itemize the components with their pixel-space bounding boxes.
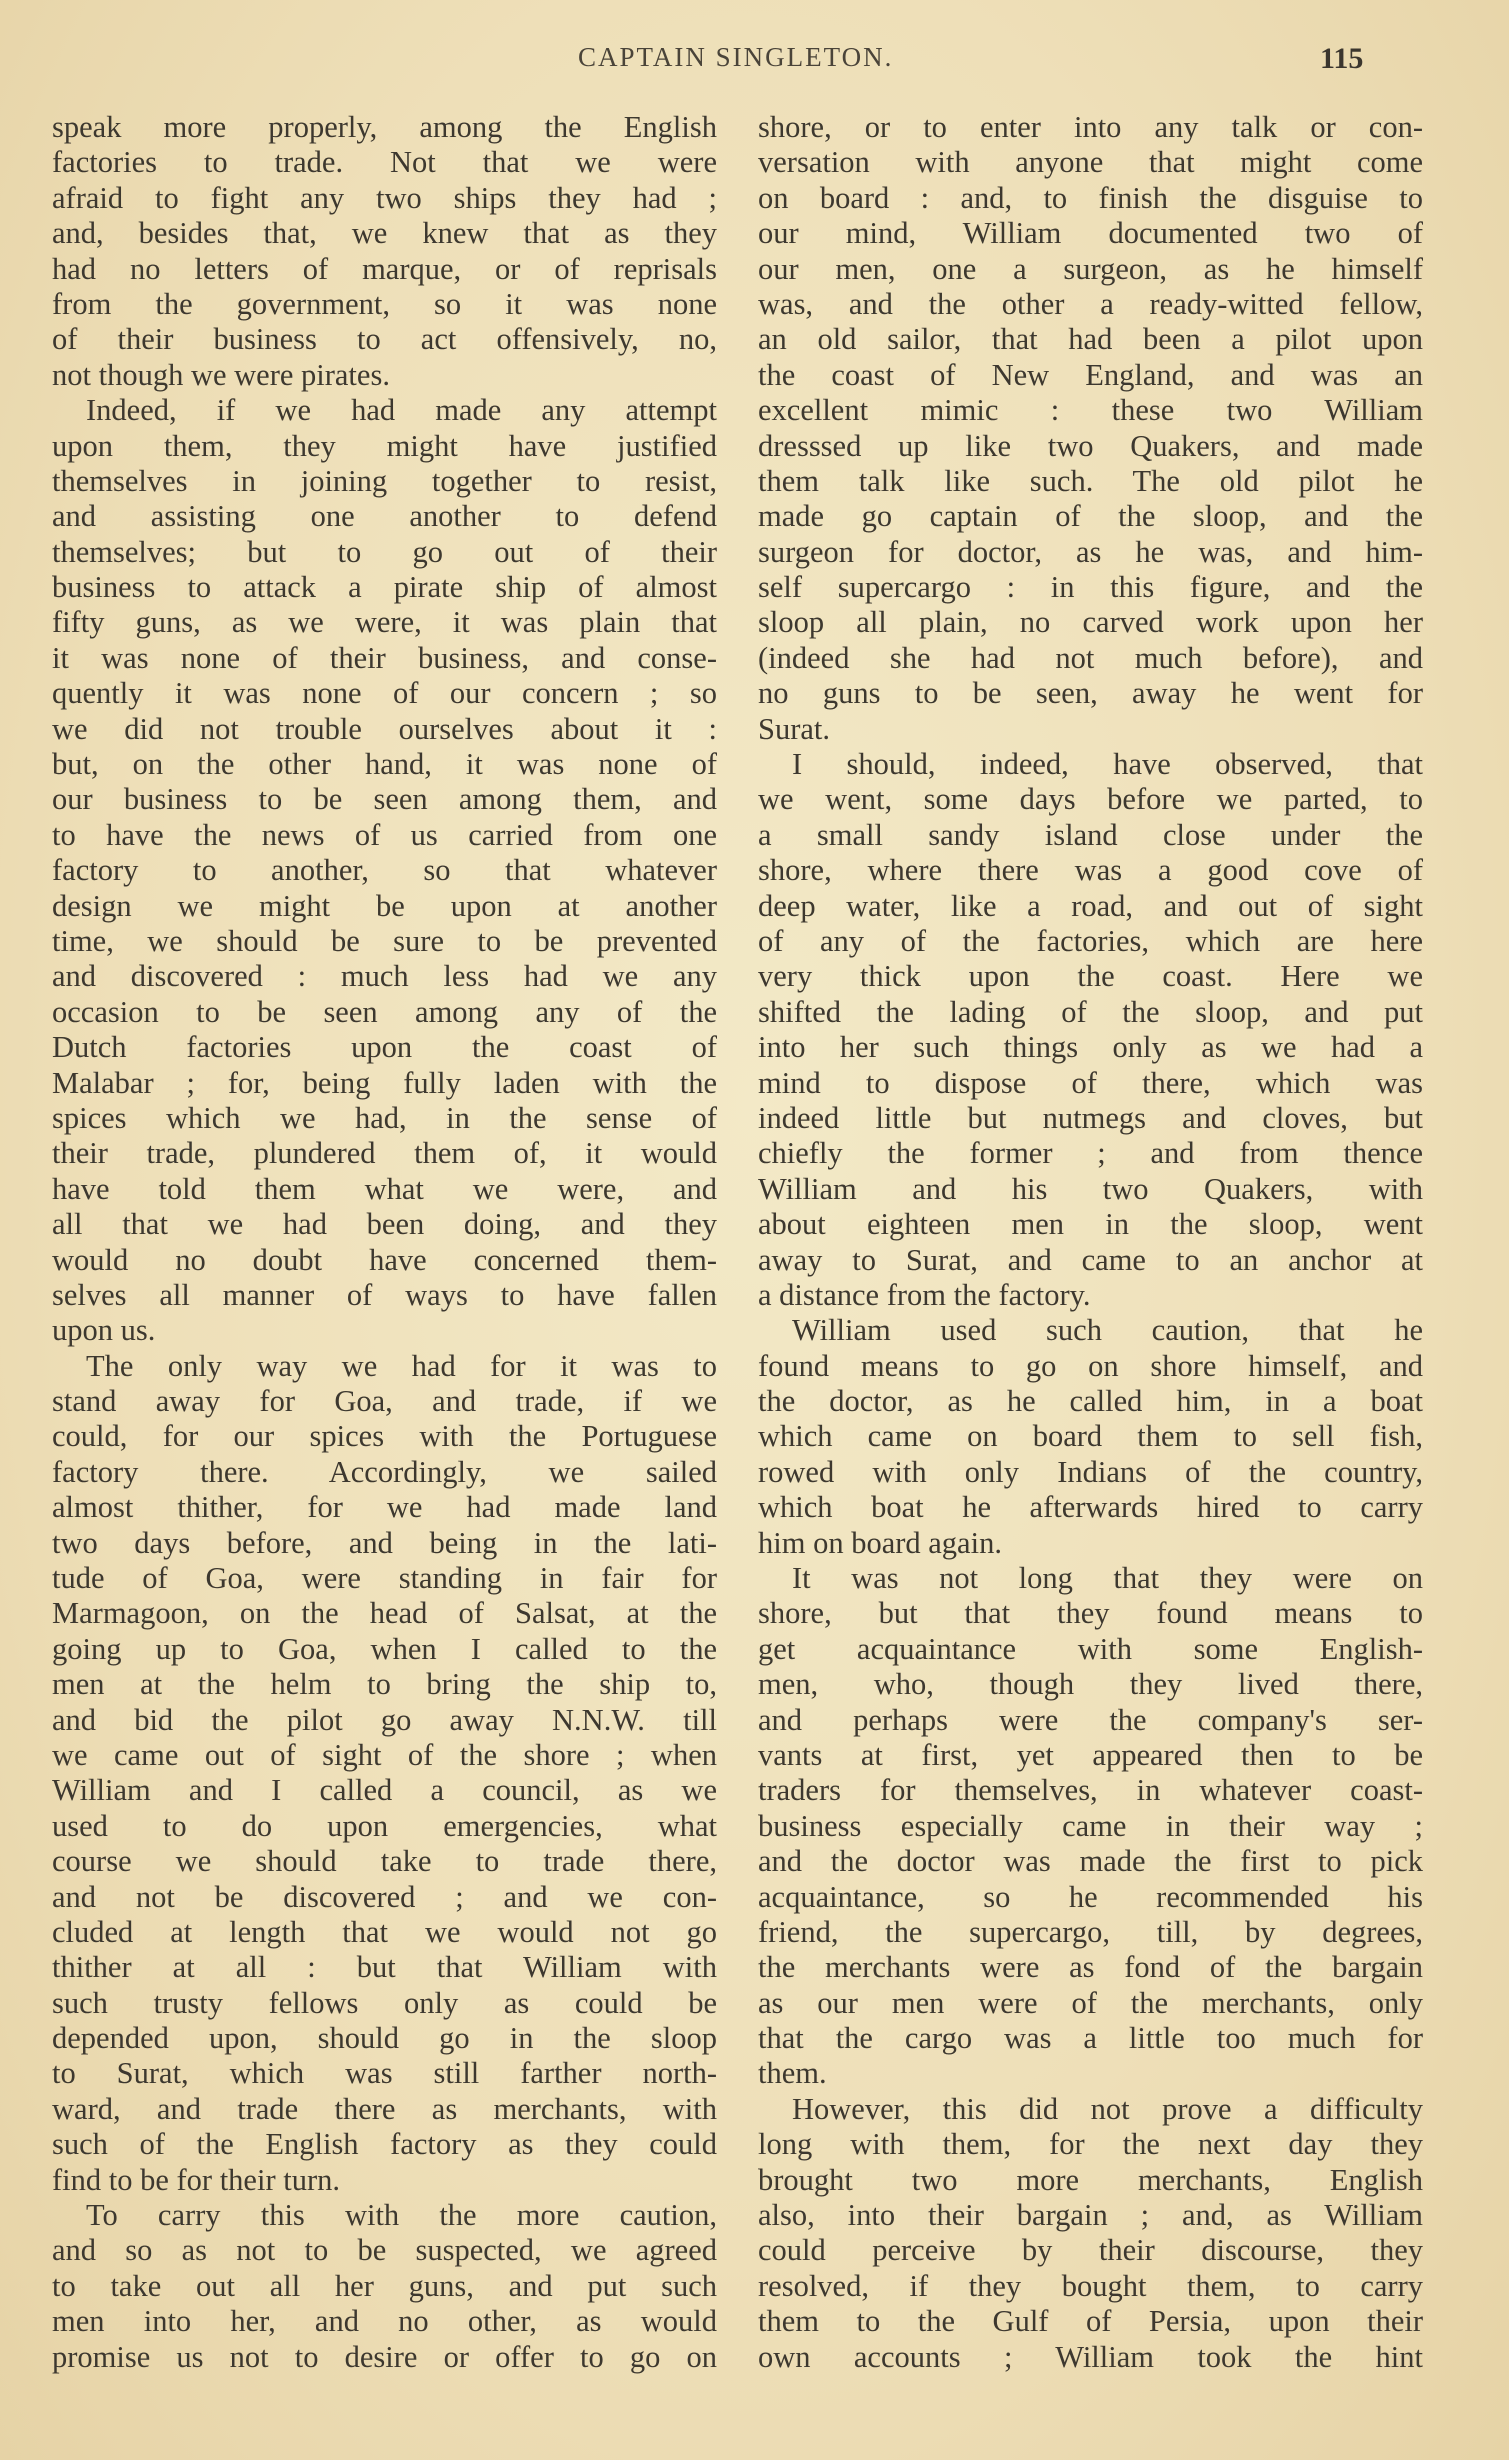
text-line: had no letters of marque, or of reprisals [52, 251, 717, 286]
text-line: two days before, and being in the lati- [52, 1525, 717, 1560]
text-line: but, on the other hand, it was none of [52, 747, 717, 782]
text-line: found means to go on shore himself, and [758, 1348, 1423, 1383]
text-line: upon them, they might have justified [52, 428, 717, 463]
text-line: into her such things only as we had a [758, 1030, 1423, 1065]
text-line: sloop all plain, no carved work upon her [758, 605, 1423, 640]
text-line: factory there. Accordingly, we sailed [52, 1454, 717, 1489]
text-line: vants at first, yet appeared then to be [758, 1737, 1423, 1772]
text-line: shore, or to enter into any talk or con- [758, 110, 1423, 144]
text-line: them to the Gulf of Persia, upon their [758, 2304, 1423, 2339]
text-line: speak more properly, among the English [52, 110, 717, 144]
text-line: no guns to be seen, away he went for [758, 676, 1423, 711]
text-line: about eighteen men in the sloop, went [758, 1207, 1423, 1242]
page-header [0, 42, 1509, 82]
text-line: William used such caution, that he [792, 1313, 1423, 1348]
text-line: could perceive by their discourse, they [758, 2233, 1423, 2268]
text-line: of any of the factories, which are here [758, 923, 1423, 958]
text-line: and bid the pilot go away N.N.W. till [52, 1702, 717, 1737]
text-line: men into her, and no other, as would [52, 2304, 717, 2339]
text-line: occasion to be seen among any of the [52, 994, 717, 1029]
text-line: resolved, if they bought them, to carry [758, 2268, 1423, 2303]
text-line: Marmagoon, on the head of Salsat, at the [52, 1596, 717, 1631]
text-line: our mind, William documented two of [758, 216, 1423, 251]
text-line: our men, one a surgeon, as he himself [758, 251, 1423, 286]
text-line: tude of Goa, were standing in fair for [52, 1561, 717, 1596]
text-line: men, who, though they lived there, [758, 1667, 1423, 1702]
text-line: all that we had been doing, and they [52, 1207, 717, 1242]
text-line: used to do upon emergencies, what [52, 1808, 717, 1843]
text-line: him on board again. [758, 1525, 1002, 1560]
text-line: own accounts ; William took the hint [758, 2339, 1423, 2374]
text-line: shore, but that they found means to [758, 1596, 1423, 1631]
text-line: mind to dispose of there, which was [758, 1065, 1423, 1100]
text-line: ward, and trade there as merchants, with [52, 2091, 717, 2126]
text-line: Dutch factories upon the coast of [52, 1030, 717, 1065]
text-line: the merchants were as fond of the bargain [758, 1950, 1423, 1985]
text-line: a distance from the factory. [758, 1277, 1091, 1312]
text-line: William and I called a council, as we [52, 1773, 717, 1808]
text-line: long with them, for the next day they [758, 2127, 1423, 2162]
text-line: stand away for Goa, and trade, if we [52, 1384, 717, 1419]
text-line: To carry this with the more caution, [86, 2198, 717, 2233]
text-line: surgeon for doctor, as he was, and him- [758, 534, 1423, 569]
text-line: themselves; but to go out of their [52, 534, 717, 569]
text-line: it was none of their business, and conse- [52, 640, 717, 675]
text-line: business especially came in their way ; [758, 1808, 1423, 1843]
text-line: versation with anyone that might come [758, 145, 1423, 180]
text-line: William and his two Quakers, with [758, 1171, 1423, 1206]
text-line: very thick upon the coast. Here we [758, 959, 1423, 994]
text-line: and, besides that, we knew that as they [52, 216, 717, 251]
text-line: and perhaps were the company's ser- [758, 1702, 1423, 1737]
text-line: them talk like such. The old pilot he [758, 463, 1423, 498]
text-line: Malabar ; for, being fully laden with the [52, 1065, 717, 1100]
right-text-column [758, 110, 1423, 2410]
text-line: I should, indeed, have observed, that [792, 747, 1423, 782]
text-line: and so as not to be suspected, we agreed [52, 2233, 717, 2268]
text-line: shore, where there was a good cove of [758, 853, 1423, 888]
text-line: time, we should be sure to be prevented [52, 923, 717, 958]
text-line: a small sandy island close under the [758, 817, 1423, 852]
text-line: we went, some days before we parted, to [758, 782, 1423, 817]
text-line: and assisting one another to defend [52, 499, 717, 534]
text-line: we came out of sight of the shore ; when [52, 1737, 717, 1772]
text-line: promise us not to desire or offer to go on [52, 2339, 717, 2374]
text-line: away to Surat, and came to an anchor at [758, 1242, 1423, 1277]
text-line: self supercargo : in this figure, and the [758, 570, 1423, 605]
text-line: the coast of New England, and was an [758, 357, 1423, 392]
text-line: from the government, so it was none [52, 286, 717, 321]
text-line: was, and the other a ready-witted fellow, [758, 286, 1423, 321]
text-line: factory to another, so that whatever [52, 853, 717, 888]
text-line: acquaintance, so he recommended his [758, 1879, 1423, 1914]
text-line: to Surat, which was still farther north- [52, 2056, 717, 2091]
text-line: friend, the supercargo, till, by degrees, [758, 1914, 1423, 1949]
text-line: The only way we had for it was to [86, 1348, 717, 1383]
text-line: them. [758, 2056, 827, 2091]
text-line: such trusty fellows only as could be [52, 1985, 717, 2020]
text-line: have told them what we were, and [52, 1171, 717, 1206]
text-line: dresssed up like two Quakers, and made [758, 428, 1423, 463]
text-line: traders for themselves, in whatever coast- [758, 1773, 1423, 1808]
text-line: shifted the lading of the sloop, and put [758, 994, 1423, 1029]
text-line: course we should take to trade there, [52, 1844, 717, 1879]
text-line: an old sailor, that had been a pilot upon [758, 322, 1423, 357]
text-line: Indeed, if we had made any attempt [86, 393, 717, 428]
text-line: and the doctor was made the first to pick [758, 1844, 1423, 1879]
text-line: afraid to fight any two ships they had ; [52, 180, 717, 215]
text-line: However, this did not prove a difficulty [792, 2091, 1423, 2126]
text-line: which boat he afterwards hired to carry [758, 1490, 1423, 1525]
text-line: their trade, plundered them of, it would [52, 1136, 717, 1171]
text-line: going up to Goa, when I called to the [52, 1631, 717, 1666]
text-line: as our men were of the merchants, only [758, 1985, 1423, 2020]
text-line: almost thither, for we had made land [52, 1490, 717, 1525]
text-line: also, into their bargain ; and, as William [758, 2198, 1423, 2233]
text-line: business to attack a pirate ship of almost [52, 570, 717, 605]
text-line: find to be for their turn. [52, 2162, 340, 2197]
text-line: and not be discovered ; and we con- [52, 1879, 717, 1914]
text-line: Surat. [758, 711, 831, 746]
text-line: rowed with only Indians of the country, [758, 1454, 1423, 1489]
text-line: not though we were pirates. [52, 357, 390, 392]
text-line: brought two more merchants, English [758, 2162, 1423, 2197]
text-line: excellent mimic : these two William [758, 393, 1423, 428]
text-line: quently it was none of our concern ; so [52, 676, 717, 711]
text-line: indeed little but nutmegs and cloves, but [758, 1100, 1423, 1135]
text-line: (indeed she had not much before), and [758, 640, 1423, 675]
text-line: and discovered : much less had we any [52, 959, 717, 994]
text-line: would no doubt have concerned them- [52, 1242, 717, 1277]
text-line: on board : and, to finish the disguise to [758, 180, 1423, 215]
text-line: could, for our spices with the Portuguese [52, 1419, 717, 1454]
left-text-column [52, 110, 717, 2410]
text-line: which came on board them to sell fish, [758, 1419, 1423, 1454]
text-line: depended upon, should go in the sloop [52, 2021, 717, 2056]
text-line: to have the news of us carried from one [52, 817, 717, 852]
text-line: men at the helm to bring the ship to, [52, 1667, 717, 1702]
page-number: 115 [1320, 42, 1364, 75]
text-line: get acquaintance with some English- [758, 1631, 1423, 1666]
text-line: chiefly the former ; and from thence [758, 1136, 1423, 1171]
text-line: fifty guns, as we were, it was plain that [52, 605, 717, 640]
text-line: that the cargo was a little too much for [758, 2021, 1423, 2056]
text-line: themselves in joining together to resist, [52, 463, 717, 498]
text-line: such of the English factory as they could [52, 2127, 717, 2162]
text-line: to take out all her guns, and put such [52, 2268, 717, 2303]
text-line: our business to be seen among them, and [52, 782, 717, 817]
text-line: selves all manner of ways to have fallen [52, 1277, 717, 1312]
text-line: design we might be upon at another [52, 888, 717, 923]
text-line: thither at all : but that William with [52, 1950, 717, 1985]
text-line: It was not long that they were on [792, 1561, 1423, 1596]
running-title: CAPTAIN SINGLETON. [578, 42, 894, 72]
text-line: made go captain of the sloop, and the [758, 499, 1423, 534]
text-line: we did not trouble ourselves about it : [52, 711, 717, 746]
text-line: factories to trade. Not that we were [52, 145, 717, 180]
text-line: the doctor, as he called him, in a boat [758, 1384, 1423, 1419]
text-line: deep water, like a road, and out of sight [758, 888, 1423, 923]
text-line: of their business to act offensively, no, [52, 322, 717, 357]
text-line: spices which we had, in the sense of [52, 1100, 717, 1135]
text-line: cluded at length that we would not go [52, 1914, 717, 1949]
text-line: upon us. [52, 1313, 156, 1348]
